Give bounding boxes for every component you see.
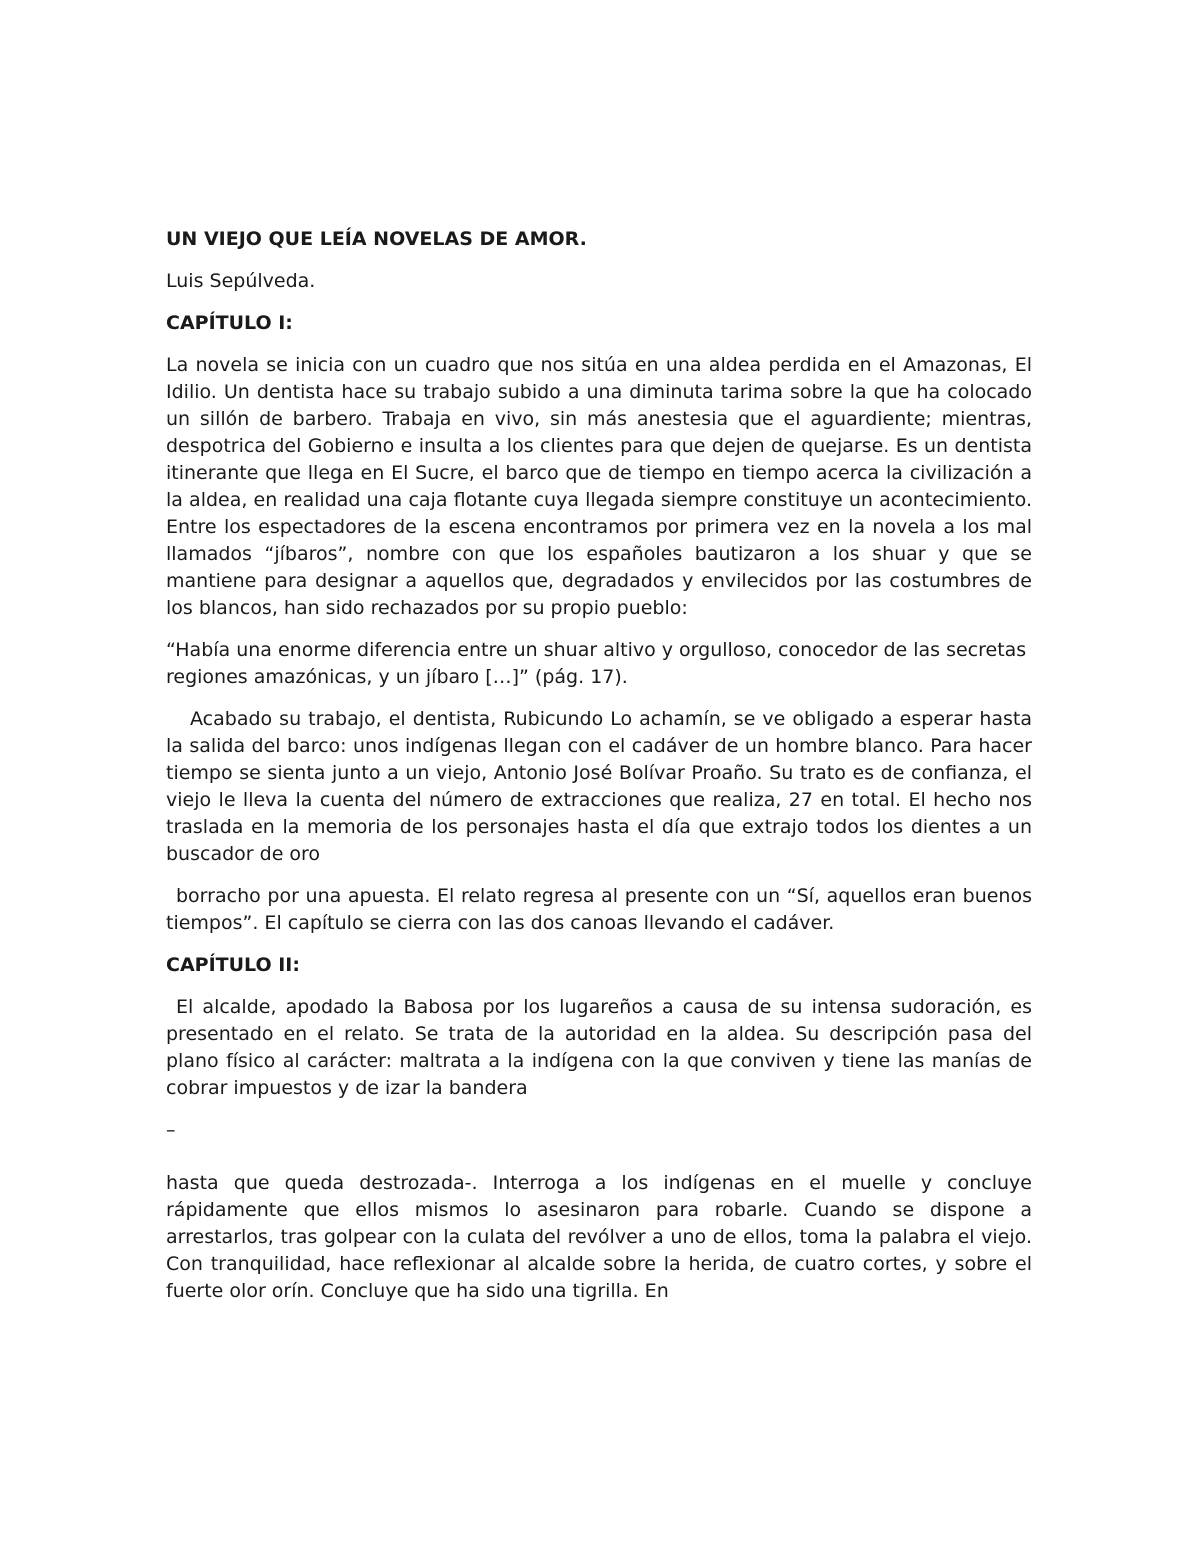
chapter-1-quote: “Había una enorme diferencia entre un shuar altivo y orgulloso, conocedor de las secretas regiones amazónicas, y un jíbaro […]” (pág. 17).	[166, 639, 1027, 688]
chapter-1-paragraph-1: La novela se inicia con un cuadro que nos sitúa en una aldea perdida en el Amazonas, El Idilio. Un dentista hace su trabajo subido a una diminuta tarima sobre la que ha colocado un sillón de barbero. Trabaja en vivo, sin más anestesia que el aguardiente; mientras, despotrica del Gobierno e insulta a los clientes para que dejen de quejarse. Es un dentista itinerante que llega en El Sucre, el barco que de tiempo en tiempo acerca la civilización a la aldea, en realidad una caja flotante cuya llegada siempre constituye un acontecimiento. Entre los espectadores de la escena encontramos por primera vez en la novela a los mal llamados “jíbaros”, nombre con que los españoles bautizaron a los shuar y que se mantiene para designar a aquellos que, degradados y envilecidos por las costumbres de los blancos, han sido rechazados por su propio pueblo:	[166, 354, 1032, 619]
chapter-2-dash: –	[166, 1119, 176, 1141]
document-title: UN VIEJO QUE LEÍA NOVELAS DE AMOR.	[166, 228, 587, 250]
chapter-1-paragraph-2: Acabado su trabajo, el dentista, Rubicundo Lo achamín, se ve obligado a esperar hasta la salida del barco: unos indígenas llegan con el cadáver de un hombre blanco. Para hacer tiempo se sienta junto a un viejo, Antonio José Bolívar Proaño. Su trato es de confianza, el viejo le lleva la cuenta del número de extracciones que realiza, 27 en total. El hecho nos traslada en la memoria de los personajes hasta el día que extrajo todos los dientes a un buscador de oro	[166, 708, 1032, 865]
chapter-2-paragraph-1: El alcalde, apodado la Babosa por los lugareños a causa de su intensa sudoración, es presentado en el relato. Se trata de la autoridad en la aldea. Su descripción pasa del plano físico al carácter: maltrata a la indígena con la que conviven y tiene las manías de cobrar impuestos y de izar la bandera	[166, 996, 1032, 1099]
chapter-1-paragraph-3: borracho por una apuesta. El relato regresa al presente con un “Sí, aquellos eran buenos tiempos”. El capítulo se cierra con las dos canoas llevando el cadáver.	[166, 885, 1032, 934]
chapter-2-heading: CAPÍTULO II:	[166, 954, 300, 976]
chapter-1-heading: CAPÍTULO I:	[166, 312, 293, 334]
chapter-2-paragraph-2: hasta que queda destrozada-. Interroga a los indígenas en el muelle y concluye rápidamente que ellos mismos lo asesinaron para robarle. Cuando se dispone a arrestarlos, tras golpear con la culata del revólver a uno de ellos, toma la palabra el viejo. Con tranquilidad, hace reflexionar al alcalde sobre la herida, de cuatro cortes, y sobre el fuerte olor orín. Concluye que ha sido una tigrilla. En	[166, 1172, 1032, 1302]
document-author: Luis Sepúlveda.	[166, 270, 316, 292]
document-page	[166, 226, 1032, 1320]
